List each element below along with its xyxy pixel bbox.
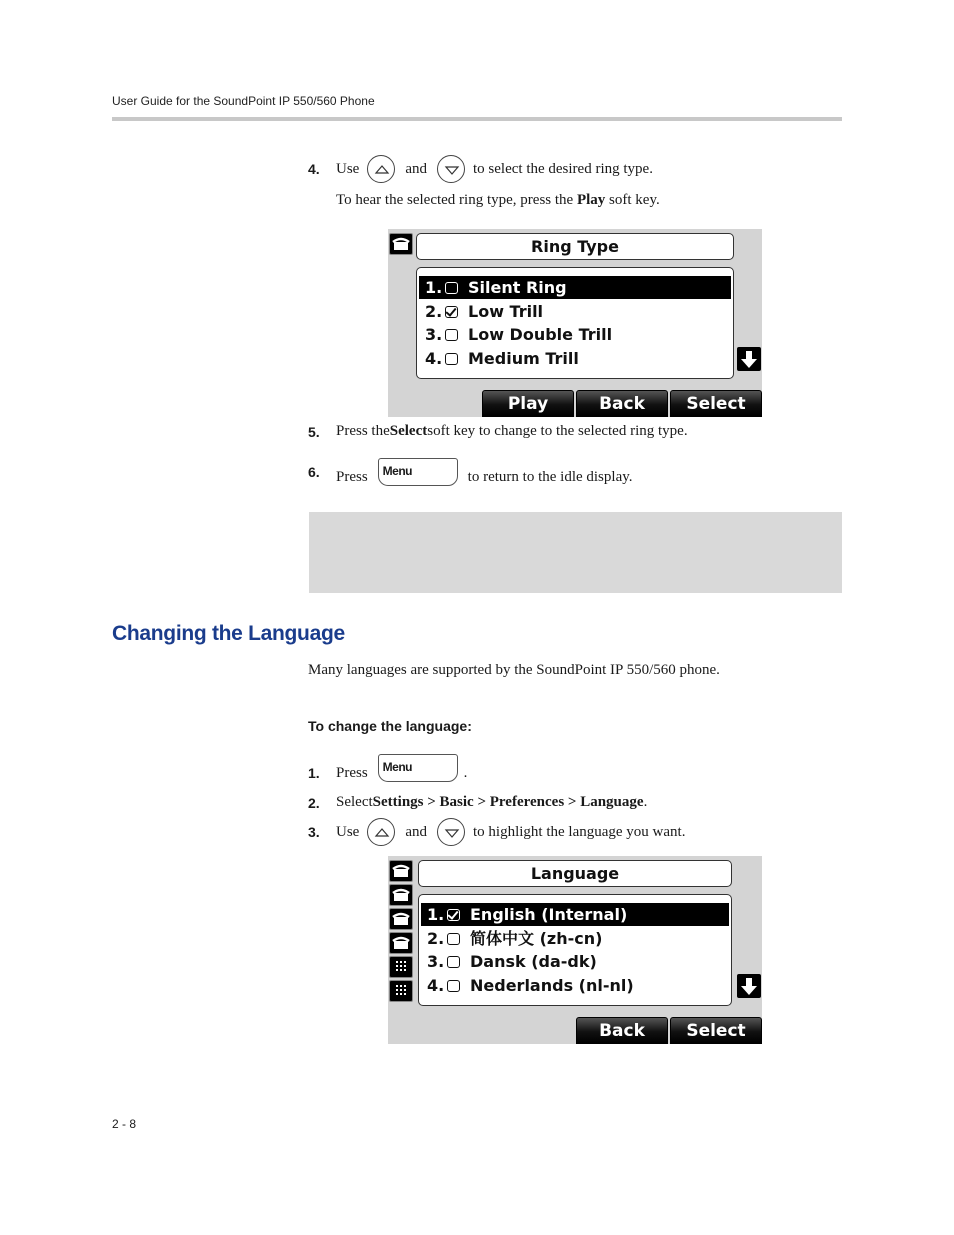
list-item[interactable] [421,950,729,973]
language-list [418,894,732,1006]
step-4-subtext [336,192,660,209]
step-4 [308,155,653,183]
step-3 [308,818,685,846]
step-number: 4. [308,161,320,177]
item-label: 简体中文 (zh-cn) [470,929,603,948]
play-softkey[interactable]: Play [482,390,574,417]
item-label: Low Trill [468,302,544,321]
checkbox-icon [447,956,460,968]
item-label: Nederlands (nl-nl) [470,976,634,995]
list-item[interactable] [421,974,729,997]
checkbox-icon [447,933,460,945]
step-text: Use [336,160,360,177]
checkbox-icon [445,282,458,294]
checkbox-icon [445,329,458,341]
ring-type-screen [388,229,762,417]
list-item[interactable] [419,300,731,323]
step-text: and [405,160,427,177]
back-softkey[interactable]: Back [576,1017,668,1044]
phone-line-icon [389,884,413,906]
text: Press the [336,423,390,439]
menu-key-label: Menu [382,464,413,478]
item-label: Dansk (da-dk) [470,952,597,971]
down-arrow-key-icon [437,155,465,183]
step-2 [308,794,647,811]
list-item[interactable] [419,347,731,370]
step-text: to highlight the language you want. [473,823,686,840]
step-text: . [463,764,468,781]
step-number: 2. [308,794,320,811]
checkbox-icon [445,353,458,365]
checked-checkbox-icon [445,306,458,318]
text: To hear the selected ring type, press the [336,192,577,208]
checkbox-icon [447,980,460,992]
item-index: 1. [427,905,445,924]
item-index: 3. [425,325,443,344]
item-index: 2. [427,929,445,948]
menu-key-icon [378,458,458,486]
play-key-name: Play [576,192,606,208]
phone-line-icon [389,860,413,882]
step-text: and [405,823,427,840]
step-number: 1. [308,765,320,781]
item-index: 4. [425,349,443,368]
up-arrow-key-icon [367,818,395,846]
back-softkey[interactable]: Back [576,390,668,417]
menu-key-label: Menu [382,760,413,774]
select-softkey[interactable]: Select [670,1017,762,1044]
item-label: English (Internal) [470,905,628,924]
procedure-title: To change the language: [308,718,472,734]
list-item[interactable] [421,927,729,950]
step-text: Press [336,764,368,781]
menu-path: Settings > Basic > Preferences > Language [372,794,644,810]
text: soft key. [605,192,660,208]
item-index: 2. [425,302,443,321]
scroll-down-icon[interactable] [737,974,761,998]
text: soft key to change to the selected ring type. [427,423,688,439]
phone-line-icon [389,932,413,954]
list-item[interactable] [419,323,731,346]
checked-checkbox-icon [447,909,460,921]
keypad-icon [389,980,413,1002]
list-item[interactable] [419,276,731,299]
down-arrow-key-icon [437,818,465,846]
step-number: 5. [308,423,320,440]
scroll-down-icon[interactable] [737,347,761,371]
item-label: Low Double Trill [468,325,613,344]
phone-line-icon [389,233,413,255]
item-label: Medium Trill [468,349,579,368]
section-heading: Changing the Language [112,622,345,645]
running-header: User Guide for the SoundPoint IP 550/560 Phone [112,94,375,108]
select-softkey[interactable]: Select [670,390,762,417]
text: . [643,794,648,810]
item-label: Silent Ring [468,278,567,297]
phone-line-icon [389,908,413,930]
menu-key-icon [378,754,458,782]
list-item[interactable] [421,903,729,926]
select-key-name: Select [389,423,428,439]
keypad-icon [389,956,413,978]
ring-list [416,267,734,379]
section-intro: Many languages are supported by the SoundPoint IP 550/560 phone. [308,662,720,678]
step-text: Use [336,823,360,840]
item-index: 4. [427,976,445,995]
screen-title: Ring Type [416,233,734,260]
step-5 [308,423,688,440]
step-text: Press [336,468,368,485]
step-text: to return to the idle display. [467,468,633,485]
text: Select [336,794,373,810]
step-text: to select the desired ring type. [473,160,653,177]
language-screen [388,856,762,1044]
step-number: 6. [308,464,320,480]
note-box [309,512,842,593]
step-6 [308,458,633,486]
screen-title: Language [418,860,732,887]
step-number: 3. [308,824,320,840]
item-index: 3. [427,952,445,971]
header-rule [112,117,842,121]
step-1 [308,754,467,782]
page-number: 2 - 8 [112,1117,137,1131]
up-arrow-key-icon [367,155,395,183]
item-index: 1. [425,278,443,297]
